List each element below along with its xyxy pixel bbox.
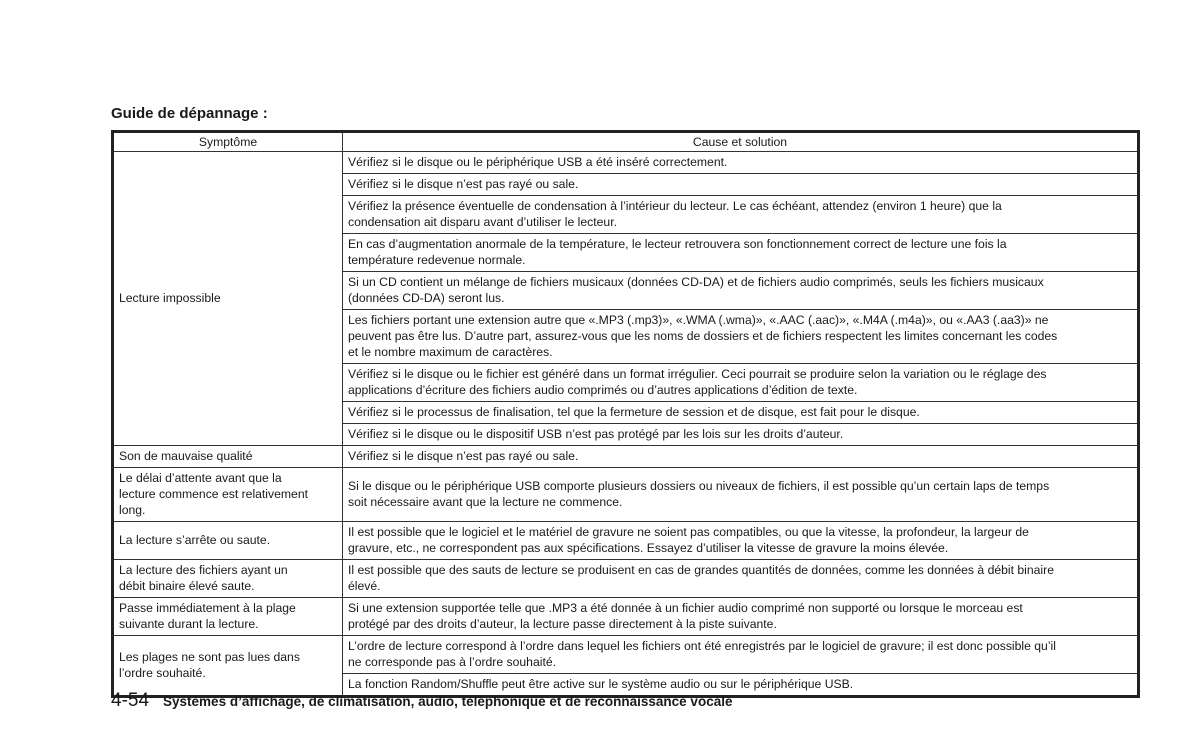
cause-cell [343, 402, 1139, 424]
cause-text: Vérifiez la présence éventuelle de condensation à l’intérieur du lecteur. Le cas échéant, attendez (environ 1 heure) que la [348, 199, 1002, 213]
symptom-text: Le délai d’attente avant que la [119, 471, 282, 485]
cause-text: soit nécessaire avant que la lecture ne commence. [348, 495, 623, 509]
cause-cell [343, 560, 1139, 598]
table-row [113, 468, 1139, 522]
symptom-text: l’ordre souhaité. [119, 666, 206, 680]
symptom-cell [113, 560, 343, 598]
table-row [113, 560, 1139, 598]
table-row [113, 446, 1139, 468]
cause-text: protégé par des droits d’auteur, la lecture passe directement à la piste suivante. [348, 617, 777, 631]
cause-text: gravure, etc., ne correspondent pas aux spécifications. Essayez d’utiliser la vitesse de gravure la moins élevée. [348, 541, 949, 555]
symptom-cell [113, 152, 343, 446]
cause-cell [343, 636, 1139, 674]
table-row [113, 636, 1139, 674]
cause-text: L’ordre de lecture correspond à l’ordre dans lequel les fichiers ont été enregistrés par le logiciel de gravure; il est donc possible qu’il [348, 639, 1056, 653]
symptom-cell [113, 446, 343, 468]
cause-text: Vérifiez si le disque n’est pas rayé ou sale. [348, 177, 579, 191]
symptom-text: long. [119, 503, 146, 517]
table-header-row [113, 132, 1139, 152]
cause-text: (données CD-DA) seront lus. [348, 291, 505, 305]
cause-text: Vérifiez si le disque ou le fichier est généré dans un format irrégulier. Ceci pourrait se produire selon la variation ou le réglage des [348, 367, 1047, 381]
cause-text: En cas d’augmentation anormale de la température, le lecteur retrouvera son fonctionnement correct de lecture une fois la [348, 237, 1007, 251]
cause-text: Les fichiers portant une extension autre que «.MP3 (.mp3)», «.WMA (.wma)», «.AAC (.aac)», «.M4A (.m4a)», ou «.AA3 (.aa3)» ne [348, 313, 1049, 327]
cause-text: Vérifiez si le processus de finalisation, tel que la fermeture de session et de disque, est fait pour le disque. [348, 405, 920, 419]
cause-cell [343, 522, 1139, 560]
cause-cell [343, 310, 1139, 364]
cause-cell [343, 468, 1139, 522]
header-cause: Cause et solution [343, 132, 1139, 152]
page-footer [111, 690, 732, 712]
cause-text: Vérifiez si le disque ou le dispositif USB n’est pas protégé par les lois sur les droits d’auteur. [348, 427, 844, 441]
symptom-text: La lecture des fichiers ayant un [119, 563, 288, 577]
table-row [113, 152, 1139, 174]
table-row [113, 598, 1139, 636]
cause-cell [343, 446, 1139, 468]
cause-text: applications d’écriture des fichiers audio comprimés ou d’autres applications d’édition de texte. [348, 383, 858, 397]
cause-text: Si une extension supportée telle que .MP3 a été donnée à un fichier audio comprimé non supporté ou lorsque le morceau est [348, 601, 1023, 615]
symptom-text: lecture commence est relativement [119, 487, 308, 501]
section-title: Guide de dépannage : [111, 105, 268, 122]
cause-text: Si le disque ou le périphérique USB comporte plusieurs dossiers ou niveaux de fichiers, il est possible qu’un certain laps de temps [348, 479, 1050, 493]
symptom-cell [113, 598, 343, 636]
symptom-text: La lecture s’arrête ou saute. [119, 533, 271, 547]
symptom-text: Lecture impossible [119, 291, 221, 305]
cause-cell [343, 196, 1139, 234]
symptom-text: Son de mauvaise qualité [119, 449, 253, 463]
cause-cell [343, 272, 1139, 310]
symptom-text: suivante durant la lecture. [119, 617, 259, 631]
cause-text: condensation ait disparu avant d’utiliser le lecteur. [348, 215, 617, 229]
cause-cell [343, 234, 1139, 272]
symptom-cell [113, 636, 343, 697]
cause-text: et le nombre maximum de caractères. [348, 345, 553, 359]
troubleshooting-table [111, 130, 1140, 698]
symptom-cell [113, 522, 343, 560]
chapter-title: Systèmes d’affichage, de climatisation, audio, téléphonique et de reconnaissance vocale [163, 694, 733, 709]
cause-text: La fonction Random/Shuffle peut être active sur le système audio ou sur le périphérique USB. [348, 677, 854, 691]
symptom-text: Passe immédiatement à la plage [119, 601, 296, 615]
cause-cell [343, 364, 1139, 402]
cause-text: Vérifiez si le disque ou le périphérique USB a été inséré correctement. [348, 155, 728, 169]
symptom-text: débit binaire élevé saute. [119, 579, 255, 593]
cause-cell [343, 174, 1139, 196]
cause-text: Il est possible que le logiciel et le matériel de gravure ne soient pas compatibles, ou que la vitesse, la profondeur, la largeur de [348, 525, 1029, 539]
symptom-text: Les plages ne sont pas lues dans [119, 650, 300, 664]
symptom-cell [113, 468, 343, 522]
table-row [113, 522, 1139, 560]
page-number: 4-54 [111, 690, 150, 711]
cause-cell [343, 424, 1139, 446]
cause-text: élevé. [348, 579, 381, 593]
cause-text: Il est possible que des sauts de lecture se produisent en cas de grandes quantités de données, comme les données à débit binaire [348, 563, 1054, 577]
cause-cell [343, 152, 1139, 174]
cause-text: température redevenue normale. [348, 253, 526, 267]
cause-text: ne corresponde pas à l’ordre souhaité. [348, 655, 556, 669]
cause-text: Vérifiez si le disque n’est pas rayé ou sale. [348, 449, 579, 463]
cause-text: Si un CD contient un mélange de fichiers musicaux (données CD-DA) et de fichiers audio comprimés, seuls les fichiers musicaux [348, 275, 1044, 289]
header-symptom: Symptôme [113, 132, 343, 152]
cause-text: peuvent pas être lus. D’autre part, assurez-vous que les noms de dossiers et de fichiers respectent les limites concernant les codes [348, 329, 1058, 343]
cause-cell [343, 598, 1139, 636]
